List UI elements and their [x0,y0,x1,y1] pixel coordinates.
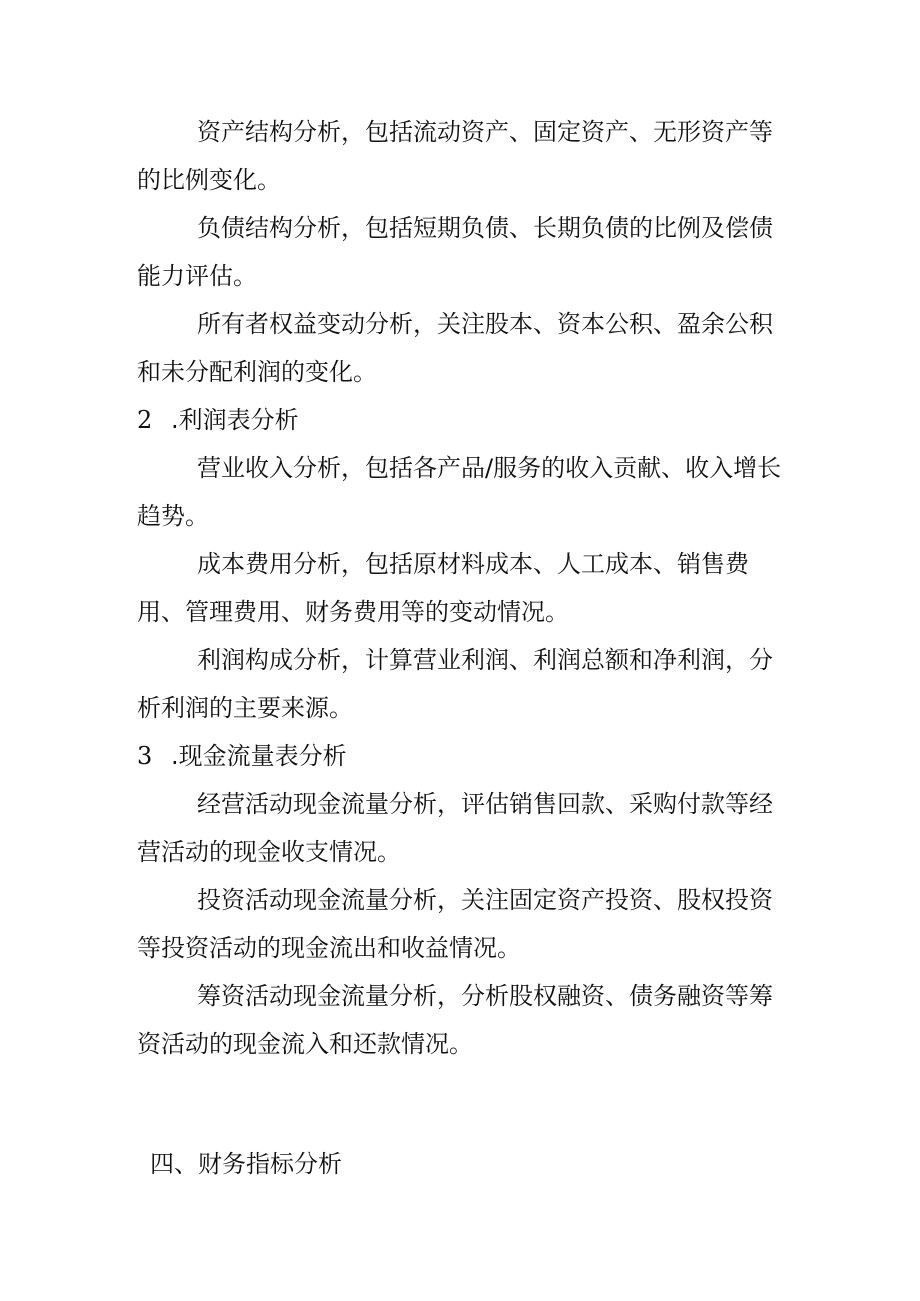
heading-number: 3 [137,742,153,770]
heading-text: .利润表分析 [171,406,299,434]
heading-income-statement [137,396,787,444]
paragraph-financing-cash-flow: 筹资活动现金流量分析，分析股权融资、债务融资等筹资活动的现金流入和还款情况。 [137,982,773,1058]
heading-text: .现金流量表分析 [171,742,347,770]
heading-number: 2 [137,406,153,434]
heading-cash-flow [137,732,787,780]
document-body [137,108,787,1068]
paragraph-equity-change: 所有者权益变动分析，关注股本、资本公积、盈余公积和未分配利润的变化。 [137,310,773,386]
paragraph-revenue: 营业收入分析，包括各产品/服务的收入贡献、收入增长趋势。 [137,454,782,530]
paragraph-investing-cash-flow: 投资活动现金流量分析，关注固定资产投资、股权投资等投资活动的现金流出和收益情况。 [137,886,773,962]
paragraph-cost-expense: 成本费用分析，包括原材料成本、人工成本、销售费用、管理费用、财务费用等的变动情况。 [137,550,749,626]
paragraph-profit-composition: 利润构成分析，计算营业利润、利润总额和净利润，分析利润的主要来源。 [137,646,773,722]
section-title: 四、财务指标分析 [150,1150,342,1178]
paragraph-liability-structure: 负债结构分析，包括短期负债、长期负债的比例及偿债能力评估。 [137,214,773,290]
paragraph-operating-cash-flow: 经营活动现金流量分析，评估销售回款、采购付款等经营活动的现金收支情况。 [137,790,773,866]
paragraph-asset-structure: 资产结构分析，包括流动资产、固定资产、无形资产等的比例变化。 [137,118,773,194]
